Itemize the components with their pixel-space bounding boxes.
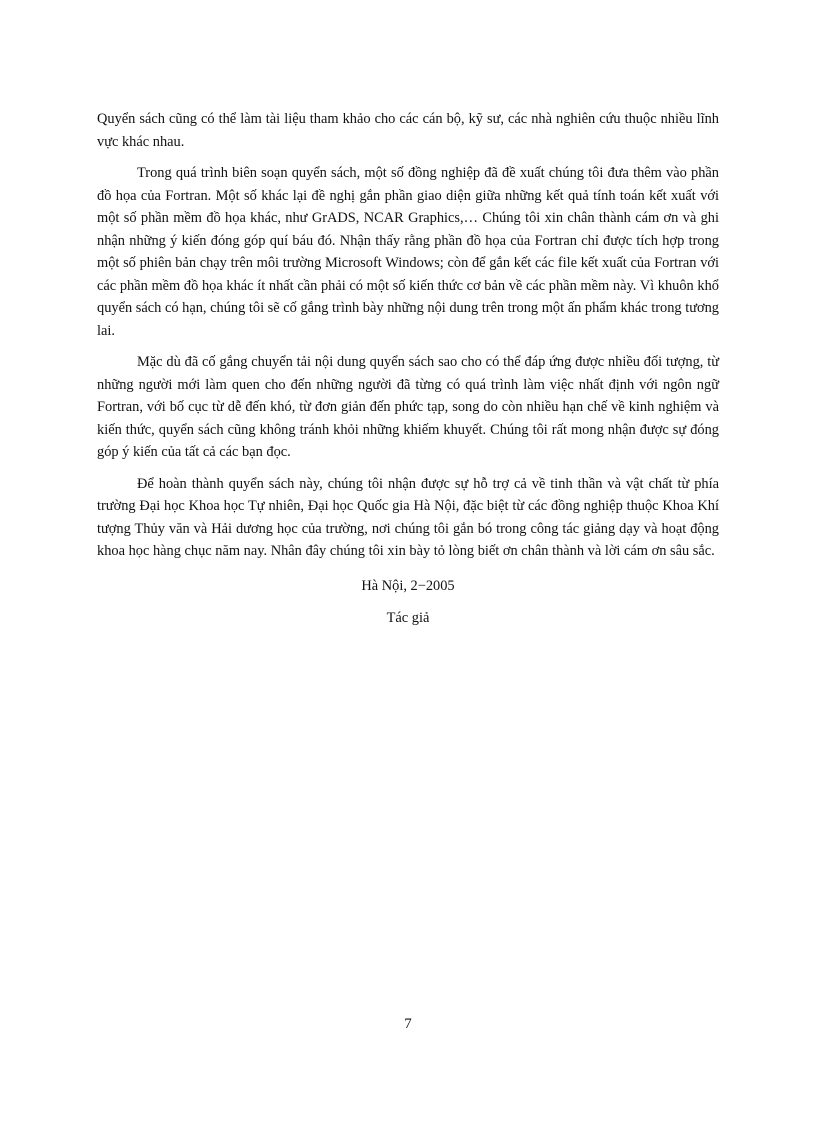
page-number: 7 <box>404 1016 412 1032</box>
signature-place-date: Hà Nội, 2−2005 <box>361 577 455 594</box>
paragraph-continuation: Quyển sách cũng có thể làm tài liệu tham khảo cho các cán bộ, kỹ sư, các nhà nghiên cứu thuộc nhiều lĩnh vực khác nhau. <box>97 111 719 150</box>
paragraph-graphics-suggestion: Trong quá trình biên soạn quyển sách, một số đồng nghiệp đã đề xuất chúng tôi đưa thêm vào phần đồ họa của Fortran. Một số khác lại đề nghị gắn phần giao diện giữa những kết quả tính toán kết xuất với một số phần mềm đồ họa khác, như GrADS, NCAR Graphics,… Chúng tôi xin chân thành cám ơn và ghi nhận những ý kiến đóng góp quí báu đó. Nhận thấy rằng phần đồ họa của Fortran chỉ được tích hợp trong một số phiên bản chạy trên môi trường Microsoft Windows; còn để gắn kết các file kết xuất của Fortran với các phần mềm đồ họa khác ít nhất cần phải có một số kiến thức cơ bản về các phần mềm này. Vì khuôn khổ quyển sách có hạn, chúng tôi sẽ cố gắng trình bày những nội dung trên trong một ấn phẩm khác trong tương lai. <box>97 165 719 339</box>
signature-author: Tác giả <box>386 610 430 626</box>
paragraph-audience: Mặc dù đã cố gắng chuyển tải nội dung quyển sách sao cho có thể đáp ứng được nhiều đối tượng, từ những người mới làm quen cho đến những người đã từng có quá trình làm việc nhất định với ngôn ngữ Fortran, với bố cục từ dễ đến khó, từ đơn giản đến phức tạp, song do còn nhiều hạn chế về kinh nghiệm và kiến thức, quyển sách cũng không tránh khỏi những khiếm khuyết. Chúng tôi rất mong nhận được sự đóng góp ý kiến của tất cả các bạn đọc. <box>97 354 719 460</box>
preface-body <box>97 108 719 630</box>
paragraph-acknowledgement: Để hoàn thành quyển sách này, chúng tôi nhận được sự hỗ trợ cả về tinh thần và vật chất từ phía trường Đại học Khoa học Tự nhiên, Đại học Quốc gia Hà Nội, đặc biệt từ các đồng nghiệp thuộc Khoa Khí tượng Thủy văn và Hải dương học của trường, nơi chúng tôi gắn bó trong công tác giảng dạy và hoạt động khoa học hàng chục năm nay. Nhân đây chúng tôi xin bày tỏ lòng biết ơn chân thành và lời cám ơn sâu sắc. <box>97 475 719 559</box>
